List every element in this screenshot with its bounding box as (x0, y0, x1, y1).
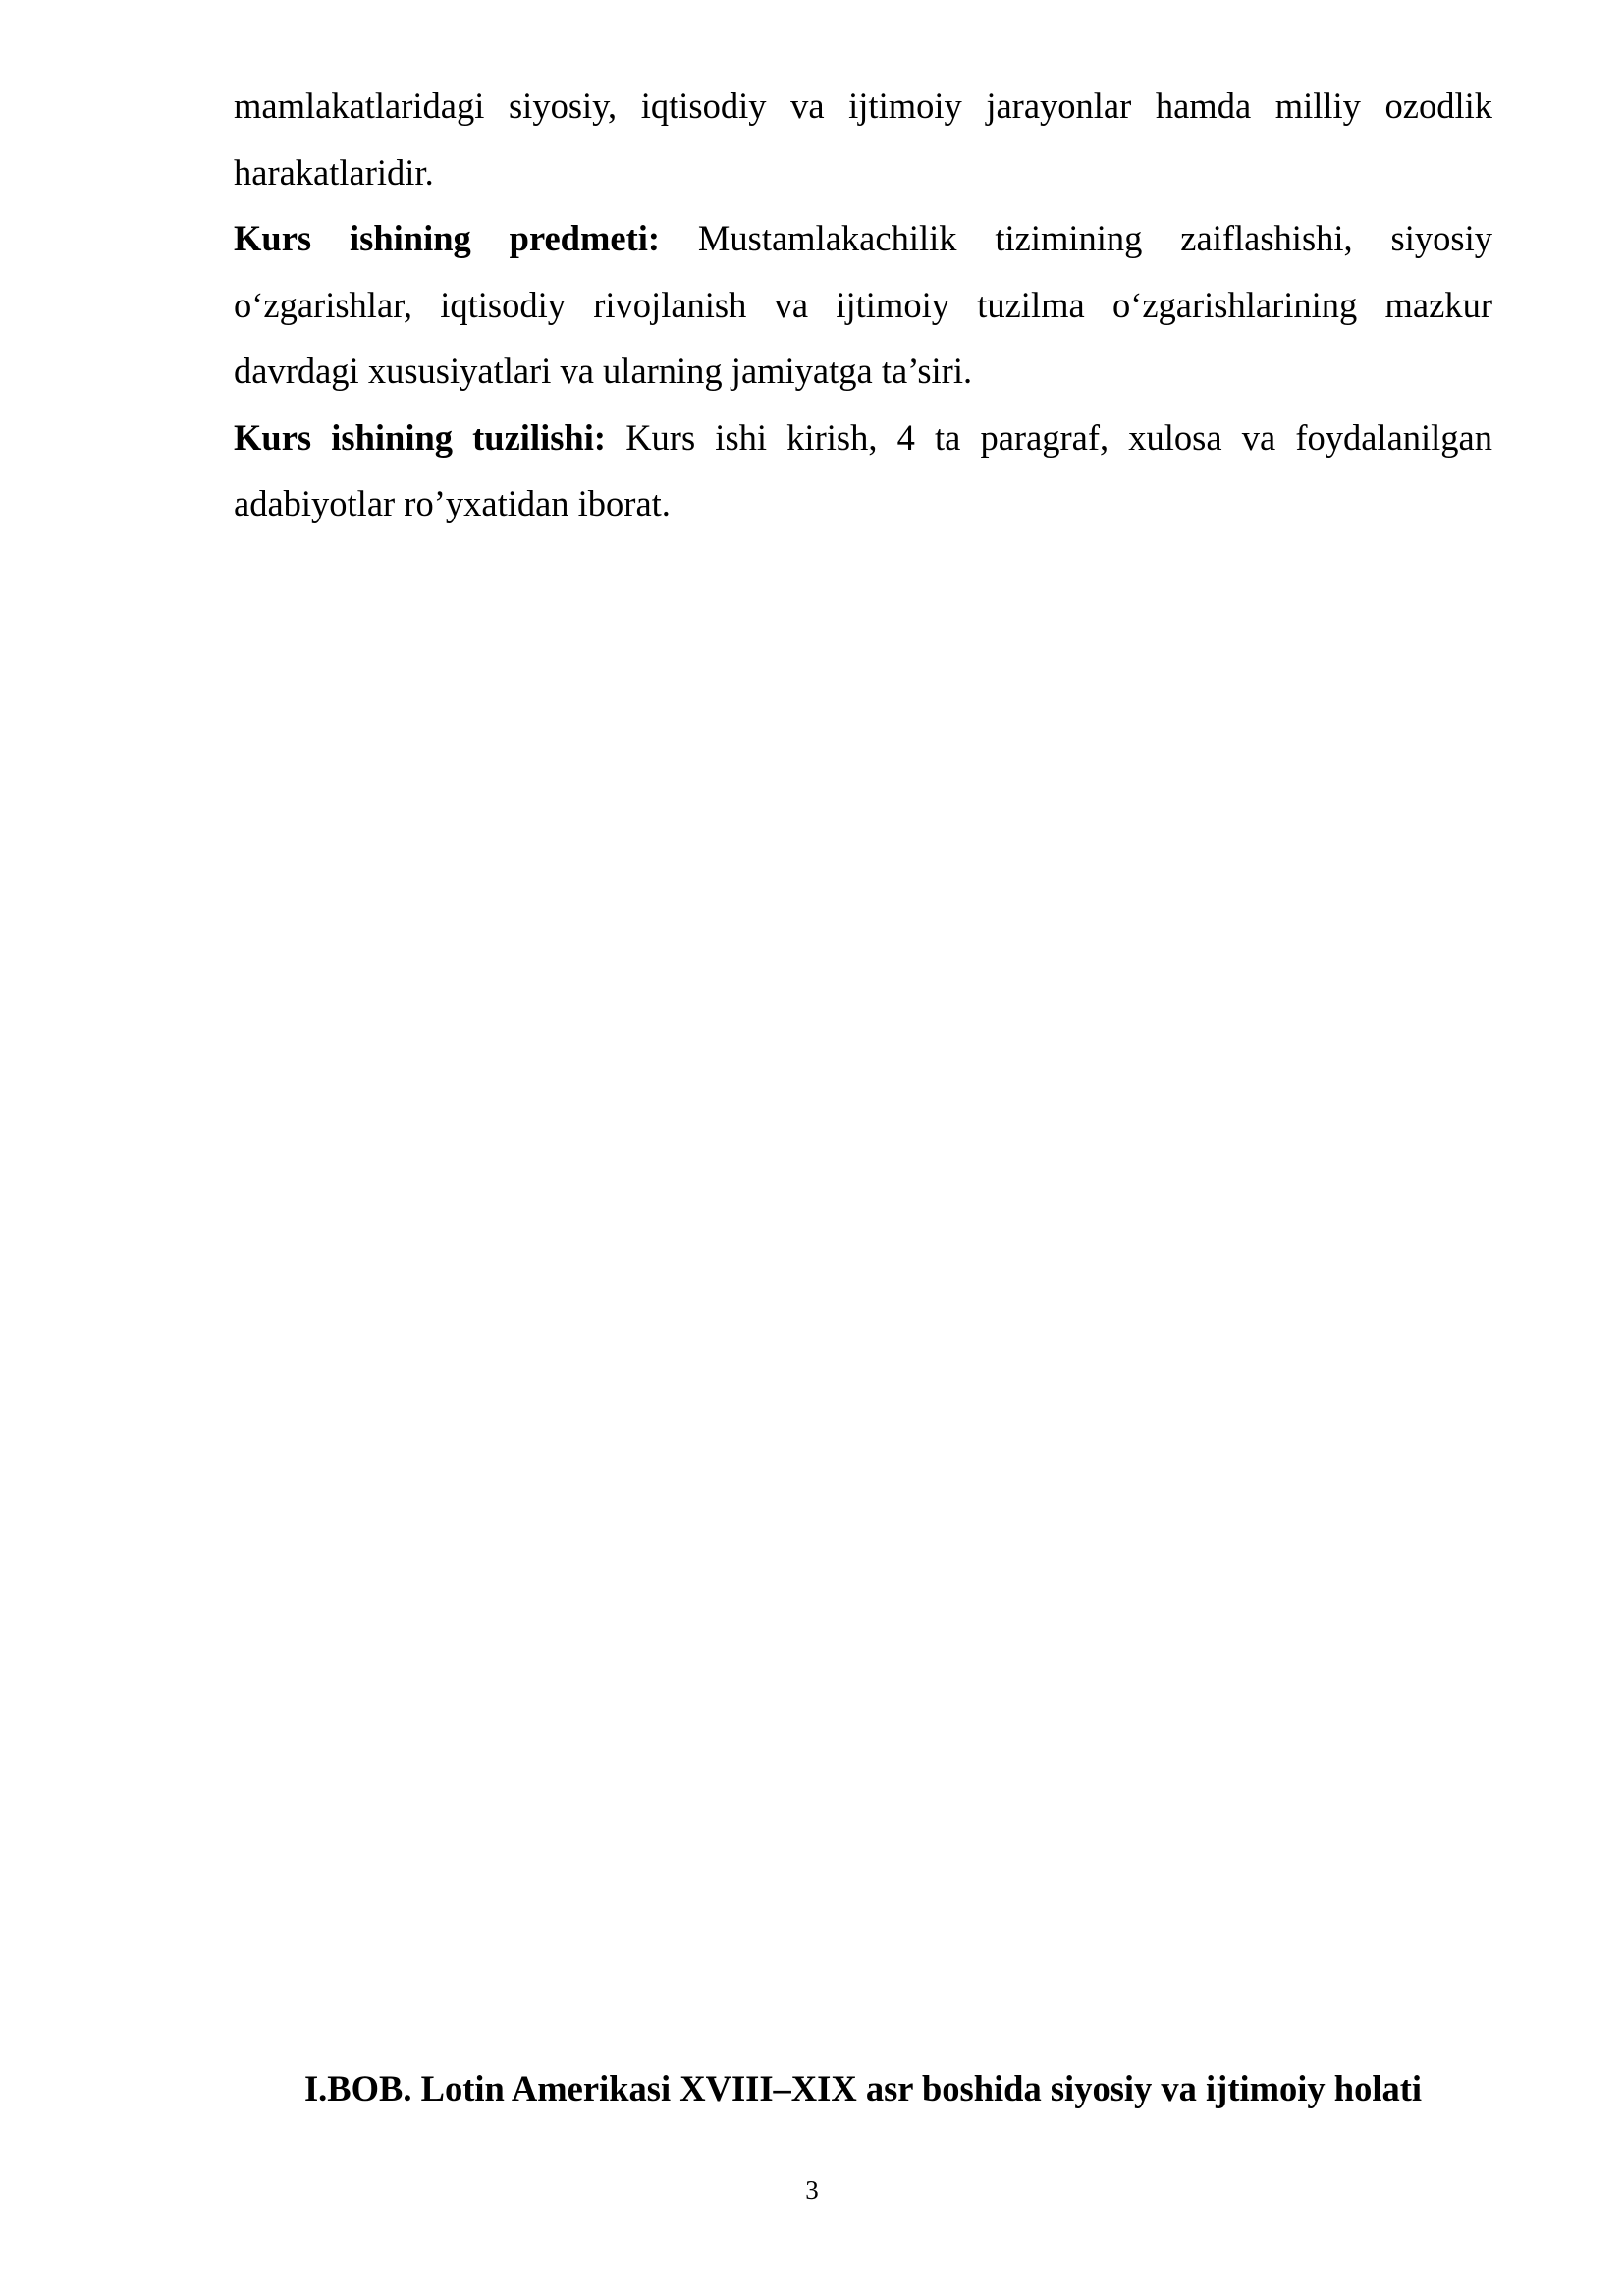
structure-paragraph (234, 405, 1492, 537)
subject-paragraph (234, 205, 1492, 405)
body-text (234, 73, 1492, 537)
chapter-heading: I.BOB. Lotin Amerikasi XVIII–XIX asr boshida siyosiy va ijtimoiy holati (303, 2068, 1423, 2108)
page-number: 3 (805, 2175, 819, 2205)
object-continuation-paragraph: mamlakatlaridagi siyosiy, iqtisodiy va ijtimoiy jarayonlar hamda milliy ozodlik harakatlaridir. (234, 85, 1492, 192)
structure-text: Kurs ishi kirish, 4 ta paragraf, xulosa va foydalanilgan adabiyotlar ro’yxatidan iborat. (234, 416, 1493, 523)
subject-text: Mustamlakachilik tizimining zaiflashishi, siyosiy o‘zgarishlar, iqtisodiy rivojlanish va ijtimoiy tuzilma o‘zgarishlarining mazkur davrdagi xususiyatlari va ularning jamiyatga ta’siri. (234, 218, 1492, 391)
subject-label: Kurs ishining predmeti: (234, 218, 661, 258)
structure-label: Kurs ishining tuzilishi: (234, 416, 607, 458)
